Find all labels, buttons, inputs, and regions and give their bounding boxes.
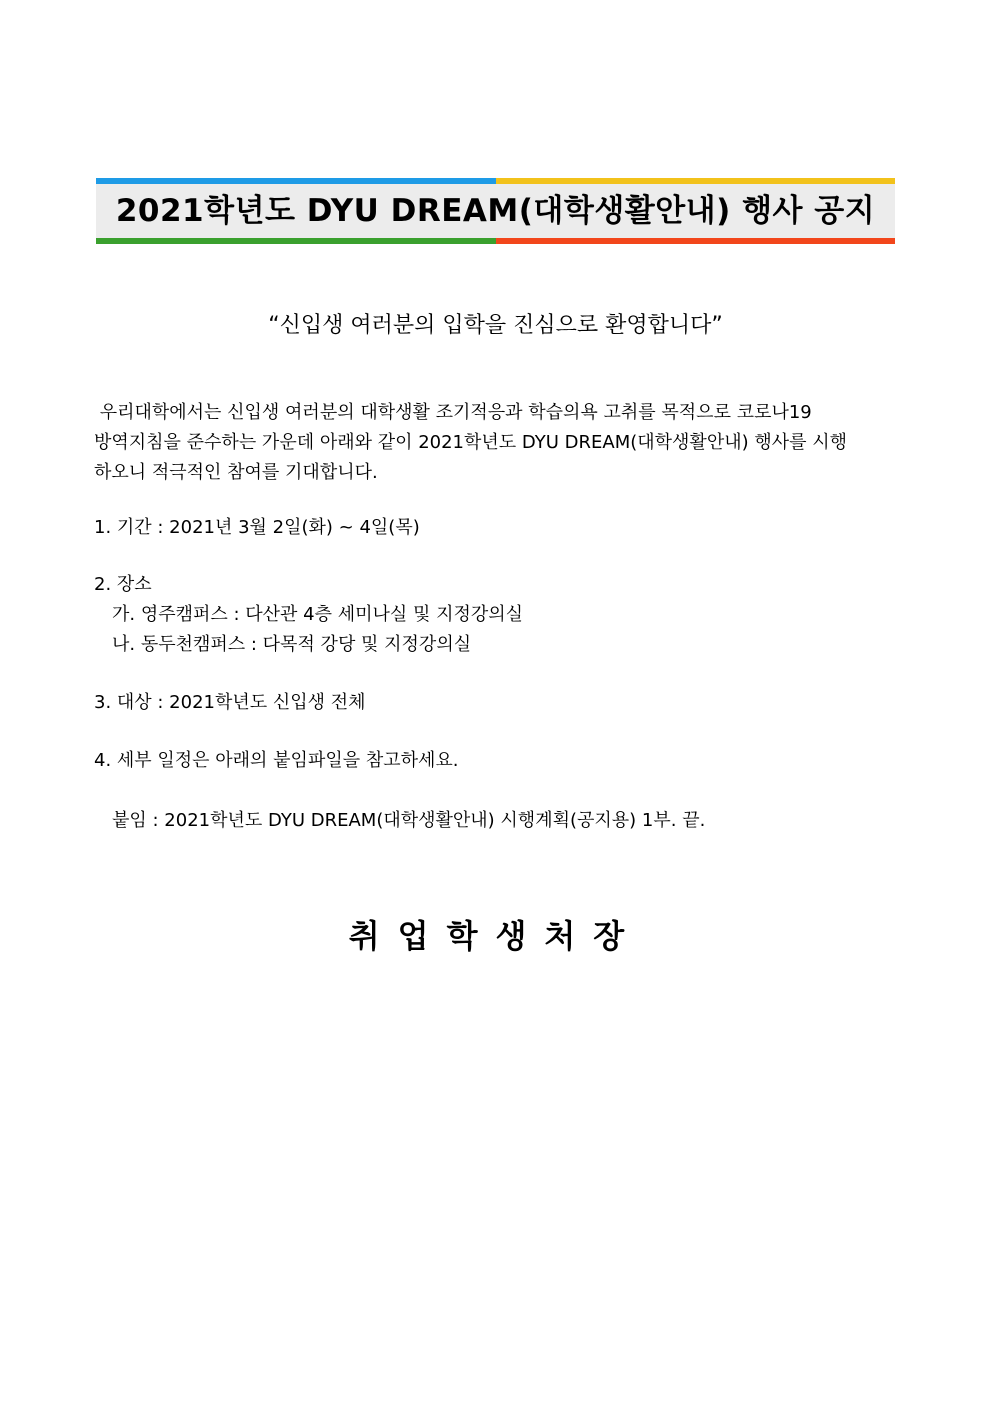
- intro-line: 방역지침을 준수하는 가운데 아래와 같이 2021학년도 DYU DREAM(대학생활안내) 행사를 시행: [94, 432, 848, 453]
- item-target: 3. 대상 : 2021학년도 신입생 전체: [94, 692, 366, 713]
- intro-line: 우리대학에서는 신입생 여러분의 대학생활 조기적응과 학습의욕 고취를 목적으로 코로나19: [94, 402, 812, 423]
- page-title: 2021학년도 DYU DREAM(대학생활안내) 행사 공지: [115, 193, 876, 229]
- issuer-signature: 취업학생처장: [348, 917, 643, 955]
- attachment-note: 붙임 : 2021학년도 DYU DREAM(대학생활안내) 시행계획(공지용) 1부. 끝.: [112, 810, 706, 831]
- title-bar-top-left: [96, 178, 496, 184]
- title-bar-bottom-right: [496, 238, 896, 244]
- title-bar-top-right: [496, 178, 896, 184]
- item-schedule: 4. 세부 일정은 아래의 붙임파일을 참고하세요.: [94, 750, 459, 771]
- welcome-message: “신입생 여러분의 입학을 진심으로 환영합니다”: [268, 313, 723, 338]
- title-bar-bottom-left: [96, 238, 496, 244]
- title-banner: [96, 178, 895, 244]
- item-period: 1. 기간 : 2021년 3월 2일(화) ~ 4일(목): [94, 517, 420, 538]
- item-place-heading: 2. 장소: [94, 574, 152, 595]
- item-place-b: 나. 동두천캠퍼스 : 다목적 강당 및 지정강의실: [112, 634, 472, 655]
- intro-line: 하오니 적극적인 참여를 기대합니다.: [94, 462, 378, 483]
- intro-paragraph: [94, 398, 897, 488]
- item-place-a: 가. 영주캠퍼스 : 다산관 4층 세미나실 및 지정강의실: [112, 604, 524, 625]
